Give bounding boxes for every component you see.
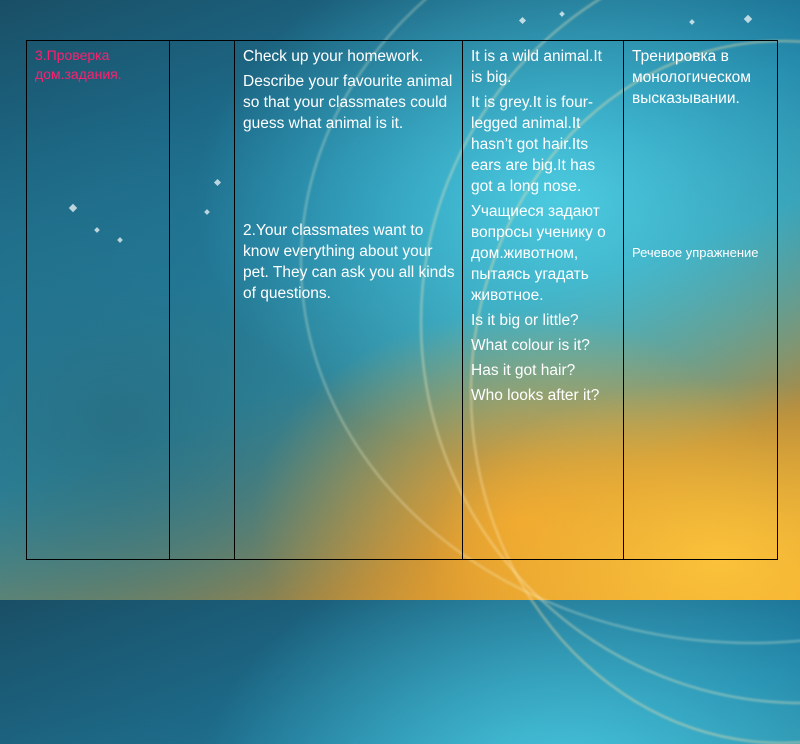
stage-cell [27, 41, 170, 560]
table-row [27, 41, 778, 560]
animal-description-1: It is a wild animal.It is big. [471, 48, 602, 86]
monologue-training: Тренировка в монологическом высказывании. [632, 48, 751, 107]
empty-cell [170, 41, 235, 560]
homework-instruction: Check up your homework. [243, 48, 424, 65]
background-sparkle [559, 11, 565, 17]
pet-questions-task: 2.Your classmates want to know everything about your pet. They can ask you all kinds of questions. [243, 222, 455, 302]
question-item: What colour is it? [471, 337, 590, 354]
background-sparkle [744, 15, 752, 23]
students-ask-questions: Учащиеся задают вопросы ученику о дом.животном, пытаясь угадать животное. [471, 203, 606, 304]
describe-animal-task: Describe your favourite animal so that your classmates could guess what animal is it. [243, 73, 453, 132]
spacer [632, 113, 771, 243]
background-sparkle [519, 17, 526, 24]
stage-title: 3.Проверка дом.задания. [35, 47, 122, 82]
question-item: Who looks after it? [471, 387, 600, 404]
question-item: Has it got hair? [471, 362, 576, 379]
student-activity-cell [463, 41, 624, 560]
speech-exercise: Речевое упражнение [632, 245, 759, 260]
animal-description-2: It is grey.It is four-legged animal.It hasn’t got hair.Its ears are big.It has got a long nose. [471, 94, 596, 195]
background-sparkle [689, 19, 695, 25]
purpose-cell [624, 41, 778, 560]
teacher-activity-cell [235, 41, 463, 560]
lesson-plan-table [26, 40, 778, 560]
spacer [243, 138, 456, 220]
question-item: Is it big or little? [471, 312, 579, 329]
